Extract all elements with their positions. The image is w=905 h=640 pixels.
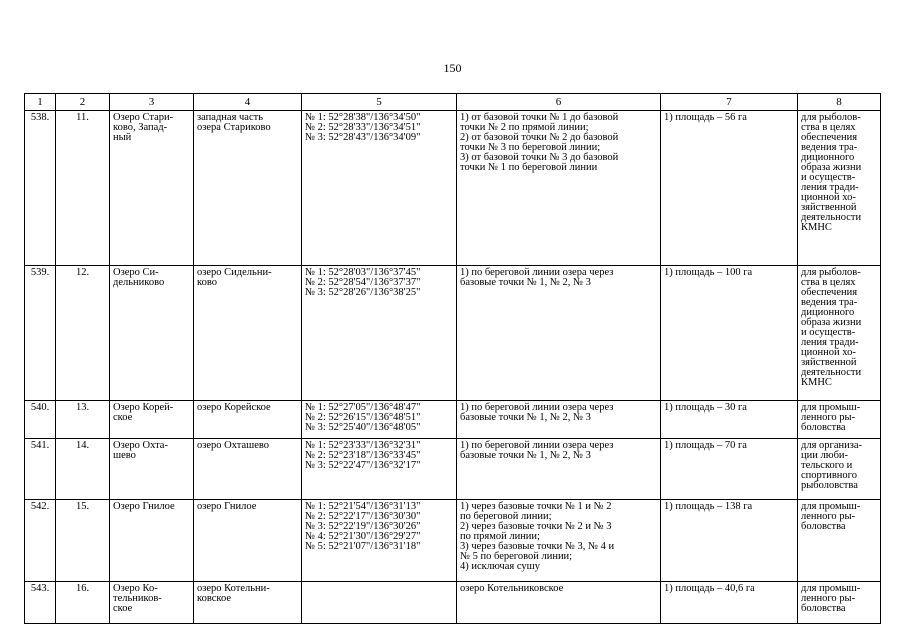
header-col-4: 4: [194, 94, 302, 111]
purpose: для рыболов- ства в целях обеспечения ведения тра- диционного образа жизни и осуществ- ления тради- ционной хо- зяйственной деятельности КМНС: [798, 111, 881, 266]
area-name: Озеро Ко- тельников- ское: [110, 582, 194, 624]
row-subnumber: 12.: [56, 266, 110, 401]
boundary-description: 1) по береговой линии озера через базовые точки № 1, № 2, № 3: [457, 266, 661, 401]
header-col-3: 3: [110, 94, 194, 111]
area-name: Озеро Гнилое: [110, 500, 194, 582]
base-point: № 1: 52°21'54"/136°31'13": [305, 501, 421, 512]
area-name: Озеро Си- дельниково: [110, 266, 194, 401]
row-subnumber: 16.: [56, 582, 110, 624]
area-size: 1) площадь – 70 га: [661, 439, 798, 500]
header-col-1: 1: [25, 94, 56, 111]
area-location: западная часть озера Стариково: [194, 111, 302, 266]
base-point: № 3: 52°28'43"/136°34'09": [305, 132, 421, 143]
base-point: № 3: 52°25'40"/136°48'05": [305, 422, 421, 433]
boundary-description: 1) по береговой линии озера через базовые точки № 1, № 2, № 3: [457, 401, 661, 439]
base-points: [302, 439, 457, 500]
boundary-description: озеро Котельниковское: [457, 582, 661, 624]
area-size: 1) площадь – 40,6 га: [661, 582, 798, 624]
base-point: № 2: 52°26'15"/136°48'51": [305, 412, 421, 423]
header-col-5: 5: [302, 94, 457, 111]
area-location: озеро Котельни- ковское: [194, 582, 302, 624]
base-points: [302, 266, 457, 401]
base-point: № 5: 52°21'07"/136°31'18": [305, 541, 421, 552]
header-col-6: 6: [457, 94, 661, 111]
boundary-description: 1) по береговой линии озера через базовые точки № 1, № 2, № 3: [457, 439, 661, 500]
row-number: 539.: [25, 266, 56, 401]
base-points: [302, 111, 457, 266]
table-row: [25, 582, 881, 624]
table-row: [25, 266, 881, 401]
base-points: [302, 401, 457, 439]
header-row: [25, 94, 881, 111]
area-location: озеро Гнилое: [194, 500, 302, 582]
fishing-areas-table: [24, 93, 881, 624]
base-point: № 1: 52°28'03"/136°37'45": [305, 267, 421, 278]
header-col-8: 8: [798, 94, 881, 111]
base-point: № 3: 52°28'26"/136°38'25": [305, 287, 421, 298]
header-col-7: 7: [661, 94, 798, 111]
base-points: [302, 500, 457, 582]
row-number: 540.: [25, 401, 56, 439]
purpose: для организа- ции люби- тельского и спортивного рыболовства: [798, 439, 881, 500]
row-subnumber: 11.: [56, 111, 110, 266]
row-number: 538.: [25, 111, 56, 266]
base-point: № 2: 52°22'17"/136°30'30": [305, 511, 421, 522]
area-size: 1) площадь – 138 га: [661, 500, 798, 582]
row-subnumber: 15.: [56, 500, 110, 582]
base-point: № 3: 52°22'19"/136°30'26": [305, 521, 421, 532]
area-size: 1) площадь – 100 га: [661, 266, 798, 401]
area-size: 1) площадь – 30 га: [661, 401, 798, 439]
boundary-description: 1) от базовой точки № 1 до базовой точки № 2 по прямой линии; 2) от базовой точки № 2 до базовой точки № 3 по береговой линии; 3) от базовой точки № 3 до базовой точки № 1 по береговой линии: [457, 111, 661, 266]
base-point: № 2: 52°28'54"/136°37'37": [305, 277, 421, 288]
table-row: [25, 401, 881, 439]
purpose: для рыболов- ства в целях обеспечения ведения тра- диционного образа жизни и осуществ- ления тради- ционной хо- зяйственной деятельности КМНС: [798, 266, 881, 401]
row-number: 543.: [25, 582, 56, 624]
base-point: № 1: 52°28'38"/136°34'50": [305, 112, 421, 123]
table-row: [25, 500, 881, 582]
base-points: [302, 582, 457, 624]
area-location: озеро Охташево: [194, 439, 302, 500]
purpose: для промыш- ленного ры- боловства: [798, 401, 881, 439]
purpose: для промыш- ленного ры- боловства: [798, 582, 881, 624]
row-subnumber: 14.: [56, 439, 110, 500]
area-name: Озеро Корей- ское: [110, 401, 194, 439]
area-name: Озеро Охта- шево: [110, 439, 194, 500]
base-point: № 1: 52°27'05"/136°48'47": [305, 402, 421, 413]
header-col-2: 2: [56, 94, 110, 111]
base-point: № 4: 52°21'30"/136°29'27": [305, 531, 421, 542]
area-size: 1) площадь – 56 га: [661, 111, 798, 266]
base-point: № 3: 52°22'47"/136°32'17": [305, 460, 421, 471]
base-point: № 2: 52°28'33"/136°34'51": [305, 122, 421, 133]
area-location: озеро Сидельни- ково: [194, 266, 302, 401]
page-number: 150: [443, 61, 462, 75]
table-row: [25, 439, 881, 500]
boundary-description: 1) через базовые точки № 1 и № 2 по береговой линии; 2) через базовые точки № 2 и № 3 по прямой линии; 3) через базовые точки № 3, № 4 и № 5 по береговой линии; 4) исключая сушу: [457, 500, 661, 582]
purpose: для промыш- ленного ры- боловства: [798, 500, 881, 582]
area-name: Озеро Стари- ково, Запад- ный: [110, 111, 194, 266]
row-number: 541.: [25, 439, 56, 500]
row-number: 542.: [25, 500, 56, 582]
table-row: [25, 111, 881, 266]
base-point: № 2: 52°23'18"/136°33'45": [305, 450, 421, 461]
row-subnumber: 13.: [56, 401, 110, 439]
area-location: озеро Корейское: [194, 401, 302, 439]
base-point: № 1: 52°23'33"/136°32'31": [305, 440, 421, 451]
